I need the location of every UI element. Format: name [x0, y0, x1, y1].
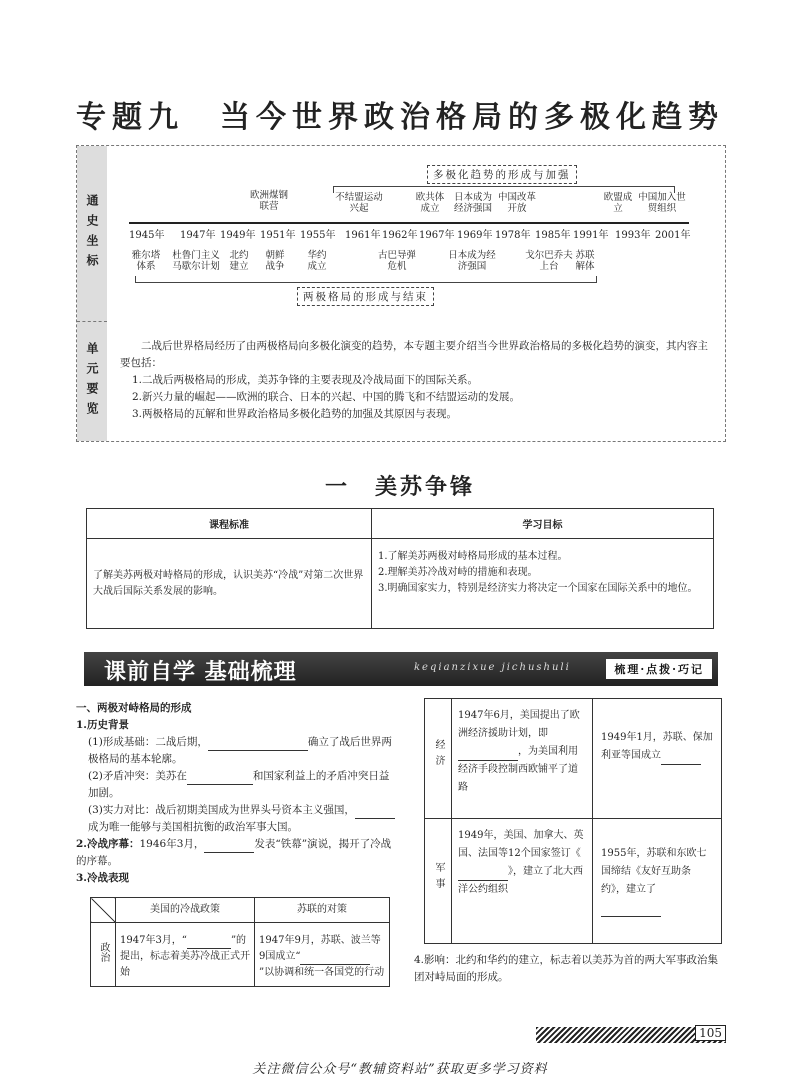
fill-blank[interactable] [208, 738, 308, 751]
summary-intro: 二战后世界格局经历了由两极格局向多极化演变的趋势，本专题主要介绍当今世界政治格局的多极化趋势的演变，其内容主要包括： [120, 340, 708, 369]
year: 1969年 [457, 230, 493, 241]
side2-text: 单元要览 [85, 341, 99, 422]
part-heading: 一、两极对峙格局的形成 [76, 702, 192, 714]
event-nato: 北约建立 [229, 250, 249, 272]
timeline-side-label [77, 146, 107, 322]
corner-cell [91, 898, 116, 923]
cold-war-table [90, 897, 390, 987]
fill-blank[interactable] [187, 936, 231, 949]
econ-military-table [424, 698, 722, 944]
event-yalta: 雅尔塔体系 [131, 250, 161, 272]
fill-blank[interactable] [458, 868, 508, 881]
ussr-politics-text: 1947年9月，苏联、波兰等9国成立“ [259, 935, 381, 962]
banner-title: 课前自学 基础梳理 [104, 660, 297, 685]
us-politics-cell [116, 923, 255, 987]
p3-text2: 成为唯一能够与美国相抗衡的政治军事大国。 [88, 821, 298, 833]
summary-point: 2.新兴力量的崛起——欧洲的联合、日本的兴起、中国的腾飞和不结盟运动的发展。 [132, 391, 521, 403]
page-number-bar [536, 1027, 726, 1043]
year: 1947年 [180, 230, 216, 241]
year: 1967年 [419, 230, 455, 241]
event-gorbachev: 戈尔巴乔夫上台 [525, 250, 573, 272]
p3-text: (3)实力对比：战后初期美国成为世界头号资本主义强国， [88, 804, 355, 816]
s2-text: 1946年3月， [139, 838, 205, 850]
subheading: 3.冷战表现 [76, 872, 129, 884]
standards-header: 课程标准 [87, 509, 372, 539]
goal-item: 2.理解美苏冷战对峙的措施和表现。 [378, 567, 538, 578]
section-banner [84, 652, 718, 686]
us-economy-text: 1947年6月，美国提出了欧洲经济援助计划，即 [458, 710, 580, 739]
p1-text: (1)形成基础：二战后期， [88, 736, 208, 748]
ussr-military-text: 1955年，苏联和东欧七国缔结《友好互助条约》，建立了 [601, 848, 707, 895]
row-politics-label: 政治 [98, 941, 109, 962]
year: 1955年 [300, 230, 336, 241]
goals-header: 学习目标 [372, 509, 714, 539]
p1-text2: 确立了战后世界两极格局的基本轮廓。 [88, 736, 392, 765]
us-policy-header: 美国的冷战政策 [116, 898, 255, 923]
banner-pinyin: keqianzixue jichushuli [414, 662, 571, 673]
page-title: 专题九 当今世界政治格局的多极化趋势 [76, 100, 724, 135]
row-politics [91, 923, 116, 987]
year: 1945年 [129, 230, 165, 241]
summary-side-label [77, 322, 107, 441]
goal-item: 1.了解美苏两极对峙格局形成的基本过程。 [378, 551, 568, 562]
year: 1985年 [535, 230, 571, 241]
year: 1993年 [615, 230, 651, 241]
standards-text: 了解美苏两极对峙格局的形成，认识美苏“冷战”对第二次世界大战后国际关系发展的影响。 [87, 539, 372, 629]
event-wto: 中国加入世贸组织 [638, 192, 686, 214]
fill-blank[interactable] [300, 952, 370, 965]
summary-point: 3.两极格局的瓦解和世界政治格局多极化趋势的加强及其原因与表现。 [132, 408, 458, 420]
row-economy-label: 经济 [433, 739, 444, 771]
summary-point: 1.二战后两极格局的形成，美苏争锋的主要表现及冷战局面下的国际关系。 [132, 374, 479, 386]
s2-text2: 发表“铁幕”演说，揭开了冷战的序幕。 [76, 838, 392, 867]
section-title: 一 美苏争锋 [324, 474, 475, 500]
ussr-politics-cell [255, 923, 390, 987]
event-warsaw: 华约成立 [307, 250, 327, 272]
page-number: 105 [695, 1025, 726, 1041]
event-japan-bottom: 日本成为经济强国 [448, 250, 496, 272]
goals-cell [372, 539, 714, 629]
ussr-policy-header: 苏联的对策 [255, 898, 390, 923]
ussr-politics-text2: ”以协调和统一各国党的行动 [259, 967, 385, 978]
bipolar-label: 两极格局的形成与结束 [297, 287, 434, 306]
event-ussr-collapse: 苏联解体 [575, 250, 595, 272]
standards-table [86, 508, 714, 629]
ussr-economy-cell [593, 699, 722, 819]
multipolar-label: 多极化趋势的形成与加强 [427, 165, 577, 184]
year: 1949年 [220, 230, 256, 241]
year: 1991年 [573, 230, 609, 241]
influence-text: 4.影响：北约和华约的建立，标志着以美苏为首的两大军事政治集团对峙局面的形成。 [414, 954, 719, 983]
us-military-text: 1949年，美国、加拿大、英国、法国等12个国家签订《 [458, 830, 584, 859]
event-eu: 欧盟成立 [603, 192, 633, 214]
bipolar-brace [135, 276, 597, 283]
event-china-reform: 中国改革开放 [497, 192, 536, 214]
subheading: 2.冷战序幕： [76, 838, 140, 850]
footer-note: 关注微信公众号“教辅资料站”获取更多学习资料 [252, 1062, 548, 1077]
fill-blank[interactable] [355, 806, 395, 819]
fill-blank[interactable] [204, 840, 254, 853]
us-politics-text2: ”的提出，标志着美苏冷战正式开始 [120, 935, 250, 978]
fill-blank[interactable] [661, 752, 701, 765]
event-ecsc: 欧洲煤钢联营 [249, 190, 288, 212]
banner-tag: 梳理·点拨·巧记 [606, 659, 712, 679]
fill-blank[interactable] [187, 772, 253, 785]
ussr-economy-text: 1949年1月，苏联、保加利亚等国成立 [601, 732, 713, 761]
side1-text: 通史坐标 [85, 193, 99, 274]
subheading: 1.历史背景 [76, 719, 129, 731]
fill-blank[interactable] [601, 904, 661, 917]
timeline-axis [129, 222, 689, 224]
event-japan-top: 日本成为经济强国 [453, 192, 492, 214]
event-ec: 欧共体成立 [415, 192, 445, 214]
goal-item: 3.明确国家实力，特别是经济实力将决定一个国家在国际关系中的地位。 [378, 583, 698, 594]
row-military-label: 军事 [433, 861, 444, 894]
year: 1978年 [495, 230, 531, 241]
us-politics-text: 1947年3月，“ [120, 935, 187, 946]
p2-text: (2)矛盾冲突：美苏在 [88, 770, 187, 782]
unit-summary [120, 338, 710, 423]
event-nam: 不结盟运动兴起 [335, 192, 383, 214]
us-economy-text2: ，为美国利用经济手段控制西欧铺平了道路 [458, 746, 578, 793]
us-military-cell [452, 819, 593, 944]
ussr-military-cell [593, 819, 722, 944]
year: 1961年 [345, 230, 381, 241]
p2-text2: 和国家利益上的矛盾冲突日益加剧。 [88, 770, 390, 799]
year: 1951年 [260, 230, 296, 241]
event-korea: 朝鲜战争 [265, 250, 285, 272]
event-truman: 杜鲁门主义马歇尔计划 [172, 250, 220, 272]
event-cuba: 古巴导弹危机 [377, 250, 416, 272]
left-column [76, 700, 396, 887]
us-military-text2: 》，建立了北大西洋公约组织 [458, 866, 583, 895]
fill-blank[interactable] [458, 748, 518, 761]
us-economy-cell [452, 699, 593, 819]
year: 2001年 [655, 230, 691, 241]
row-military [425, 819, 452, 944]
row-economy [425, 699, 452, 819]
year: 1962年 [382, 230, 418, 241]
